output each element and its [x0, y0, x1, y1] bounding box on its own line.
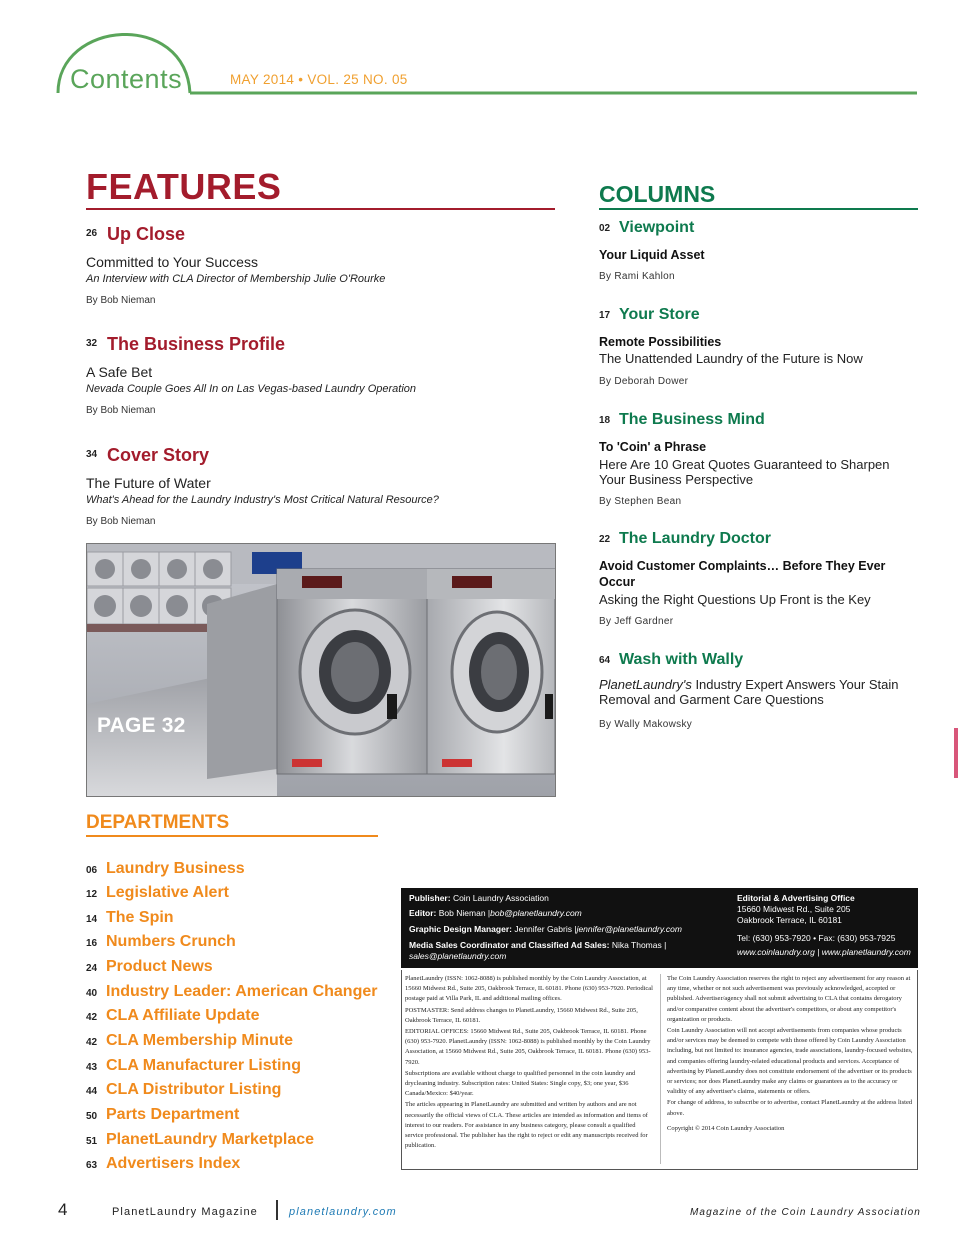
department-label[interactable]: Laundry Business — [106, 860, 245, 877]
department-page-number: 43 — [86, 1062, 98, 1073]
footer-magazine-name: PlanetLaundry Magazine — [112, 1206, 258, 1218]
column-byline: By Rami Kahlon — [599, 271, 675, 282]
column-subtitle-text: Industry Expert Answers Your Stain Removal and Garment Care Questions — [599, 677, 899, 707]
small-print-paragraph: Subscriptions are available without charge to qualified personnel in the coin laundry and drycleaning industry. Subscription rates: United States: Single copy, $3; one year, $36 Canada/Mexico: $40/year. — [405, 1069, 636, 1098]
small-print-paragraph: The Coin Laundry Association reserves the right to reject any advertisement for any reason at any time, whether or not such advertisement was previously acknowledged, accepted or published. Advertiser/agency shall not submit advertising to CLA that contains derogatory and/or comparative content about the advertiser's competitors, or about any competitor's organization or products. — [667, 975, 911, 1023]
column-subtitle: Here Are 10 Great Quotes Guaranteed to Sharpen Your Business Perspective — [599, 457, 890, 487]
editor-email-link[interactable]: bob@planetlaundry.com — [490, 908, 582, 918]
design-label: Graphic Design Manager: — [409, 924, 512, 934]
feature-byline: By Bob Nieman — [86, 516, 156, 527]
footer-url-link[interactable]: planetlaundry.com — [289, 1206, 397, 1218]
department-page-number: 14 — [86, 914, 98, 925]
department-label[interactable]: CLA Manufacturer Listing — [106, 1057, 301, 1074]
feature-subtitle: A Safe Bet — [86, 364, 153, 380]
small-print-paragraph: EDITORIAL OFFICES: 15660 Midwest Rd., Suite 205, Oakbrook Terrace, IL 60181. Phone (630) 953-7920. PlanetLaundry (ISSN: 1062-8088) is published monthly by the Coin Laundry Association, at 15660 Midwest Rd., Suite 205, Oakbrook Terrace, IL 60181. Phone (630) 953-7920. — [405, 1028, 651, 1066]
column-page-number: 18 — [599, 415, 611, 426]
columns-heading: COLUMNS — [599, 181, 716, 207]
feature-subtitle: Committed to Your Success — [86, 254, 258, 270]
side-edge-marker — [954, 728, 958, 778]
department-page-number: 24 — [86, 963, 98, 974]
issue-info: MAY 2014 • VOL. 25 NO. 05 — [230, 72, 408, 87]
masthead-box — [401, 888, 918, 968]
column-subtitle: Asking the Right Questions Up Front is the Key — [599, 592, 871, 607]
office-phone: Tel: (630) 953-7920 • Fax: (630) 953-7925 — [737, 933, 896, 943]
small-print-paragraph: The articles appearing in PlanetLaundry are submitted and written by authors and are not necessarily the official views of CLA. These articles are intended as information and items of interest to our readers. For assistance in any business category, please consult a qualified service professional. The publisher has the right to reject or edit any manuscripts received for publication. — [405, 1101, 648, 1150]
page-number: 4 — [58, 1200, 68, 1219]
editor-value: Bob Nieman | — [438, 908, 491, 918]
masthead-sales-email[interactable] — [409, 951, 506, 961]
feature-page-number: 34 — [86, 449, 98, 460]
feature-item[interactable] — [86, 224, 556, 313]
column-page-number: 64 — [599, 655, 611, 666]
department-label[interactable]: Parts Department — [106, 1106, 240, 1123]
small-print-divider — [660, 974, 661, 1164]
department-label[interactable]: PlanetLaundry Marketplace — [106, 1131, 315, 1148]
features-heading: FEATURES — [86, 166, 282, 207]
column-subtitle — [599, 677, 919, 707]
column-byline: By Stephen Bean — [599, 496, 682, 507]
feature-description: An Interview with CLA Director of Membership Julie O'Rourke — [86, 273, 386, 285]
department-page-number: 06 — [86, 865, 98, 876]
column-headline: To 'Coin' a Phrase — [599, 440, 707, 454]
masthead-design — [409, 924, 682, 934]
footer-association: Magazine of the Coin Laundry Association — [690, 1207, 921, 1218]
small-print-paragraph: Copyright © 2014 Coin Laundry Association — [667, 1124, 785, 1132]
page-title: Contents — [70, 64, 183, 94]
department-label[interactable]: Numbers Crunch — [106, 933, 236, 950]
column-subtitle: The Unattended Laundry of the Future is Now — [599, 351, 863, 366]
feature-item[interactable] — [86, 445, 556, 534]
department-label[interactable]: Product News — [106, 958, 213, 975]
small-print-paragraph: Coin Laundry Association will not accept advertisements from companies whose products and/or services may be deemed to compete with those offered by Coin Laundry Association including, but not limited to: insurance agencies, trade associations, laundry-focused websites, and companies offering laundry-related educational products and services. Acceptance of advertising by PlanetLaundry does not constitute endorsement of the advertiser or its products or services; nor does PlanetLaundry make any claims or guarantees as to the accuracy or validity of any advertiser's claims, statements or offers. — [667, 1027, 913, 1096]
small-print-paragraph: POSTMASTER: Send address changes to PlanetLaundry, 15660 Midwest Rd., Suite 205, Oakbrook Terrace, IL 60181. — [405, 1006, 638, 1024]
department-label[interactable]: The Spin — [106, 909, 174, 926]
publisher-value: Coin Laundry Association — [452, 893, 549, 903]
magazine-name: PlanetLaundry's — [599, 677, 692, 692]
department-page-number: 44 — [86, 1086, 98, 1097]
column-item[interactable] — [599, 219, 919, 293]
column-item[interactable] — [599, 530, 919, 629]
office-title: Editorial & Advertising Office — [737, 893, 855, 903]
washer-illustration — [87, 544, 555, 796]
sales-label: Media Sales Coordinator and Classified Ad Sales: — [409, 940, 610, 950]
feature-title[interactable]: Cover Story — [107, 445, 210, 465]
column-page-number: 02 — [599, 223, 611, 234]
column-page-number: 22 — [599, 534, 611, 545]
department-label[interactable]: CLA Distributor Listing — [106, 1081, 282, 1098]
department-page-number: 40 — [86, 988, 98, 999]
design-value: Jennifer Gabris | — [514, 924, 577, 934]
small-print-right — [667, 974, 915, 1135]
small-print-left — [405, 974, 655, 1152]
departments-heading: DEPARTMENTS — [86, 812, 230, 833]
feature-page-number: 26 — [86, 228, 98, 239]
department-page-number: 42 — [86, 1012, 98, 1023]
column-byline: By Wally Makowsky — [599, 719, 693, 730]
department-label[interactable]: Advertisers Index — [106, 1155, 241, 1172]
department-label[interactable]: CLA Affiliate Update — [106, 1007, 260, 1024]
feature-title[interactable]: Up Close — [107, 224, 186, 244]
office-address-1: 15660 Midwest Rd., Suite 205 — [737, 904, 851, 914]
publisher-label: Publisher: — [409, 893, 451, 903]
office-websites[interactable]: www.coinlaundry.org | www.planetlaundry.com — [737, 947, 911, 957]
department-page-number: 16 — [86, 938, 98, 949]
feature-subtitle: The Future of Water — [86, 475, 211, 491]
cover-photo-washers[interactable] — [86, 543, 556, 797]
column-headline: Remote Possibilities — [599, 335, 722, 349]
column-title[interactable]: The Laundry Doctor — [619, 530, 772, 547]
feature-item[interactable] — [86, 334, 556, 423]
column-title[interactable]: Viewpoint — [619, 219, 695, 236]
department-label[interactable]: Legislative Alert — [106, 884, 230, 901]
department-page-number: 51 — [86, 1136, 98, 1147]
masthead-sales — [409, 940, 666, 950]
masthead-editor — [409, 908, 582, 918]
feature-description: Nevada Couple Goes All In on Las Vegas-based Laundry Operation — [86, 383, 417, 395]
feature-description: What's Ahead for the Laundry Industry's Most Critical Natural Resource? — [86, 494, 439, 506]
design-email-link[interactable]: jennifer@planetlaundry.com — [576, 924, 682, 934]
departments-rule — [86, 835, 378, 837]
column-title[interactable]: The Business Mind — [619, 411, 765, 428]
column-byline: By Jeff Gardner — [599, 616, 674, 627]
small-print-paragraph: For change of address, to subscribe or to advertise, contact PlanetLaundry at the address listed above. — [667, 1099, 913, 1117]
photo-page-label: PAGE 32 — [97, 714, 186, 737]
masthead-publisher — [409, 893, 549, 903]
office-address-2: Oakbrook Terrace, IL 60181 — [737, 915, 842, 925]
feature-byline: By Bob Nieman — [86, 405, 156, 416]
column-item[interactable] — [599, 306, 919, 390]
column-item[interactable] — [599, 651, 919, 735]
feature-page-number: 32 — [86, 338, 98, 349]
columns-rule — [599, 208, 918, 210]
column-title[interactable]: Wash with Wally — [619, 651, 744, 668]
department-page-number: 42 — [86, 1037, 98, 1048]
feature-byline: By Bob Nieman — [86, 295, 156, 306]
sales-email-link[interactable]: sales@planetlaundry.com — [409, 951, 507, 961]
features-rule — [86, 208, 555, 210]
feature-title[interactable]: The Business Profile — [107, 334, 286, 354]
column-byline: By Deborah Dower — [599, 376, 689, 387]
editor-label: Editor: — [409, 908, 437, 918]
column-page-number: 17 — [599, 310, 611, 321]
footer-divider — [276, 1200, 278, 1220]
column-headline: Avoid Customer Complaints… Before They Ever Occur — [599, 559, 886, 589]
department-page-number: 12 — [86, 889, 98, 900]
column-item[interactable] — [599, 411, 919, 510]
column-headline: Your Liquid Asset — [599, 248, 705, 262]
department-label[interactable]: CLA Membership Minute — [106, 1032, 293, 1049]
column-title[interactable]: Your Store — [619, 306, 700, 323]
sales-value: Nika Thomas | — [611, 940, 667, 950]
department-label[interactable]: Industry Leader: American Changer — [106, 983, 378, 1000]
department-page-number: 63 — [86, 1160, 98, 1171]
legal-small-print — [401, 970, 918, 1170]
department-page-number: 50 — [86, 1111, 98, 1122]
small-print-paragraph: PlanetLaundry (ISSN: 1062-8088) is published monthly by the Coin Laundry Association, at 15660 Midwest Rd., Suite 205, Oakbrook Terrace, IL 60181. Phone (630) 953-7920. Periodical postage paid at Villa Park, IL and additional mailing offices. — [405, 975, 653, 1003]
